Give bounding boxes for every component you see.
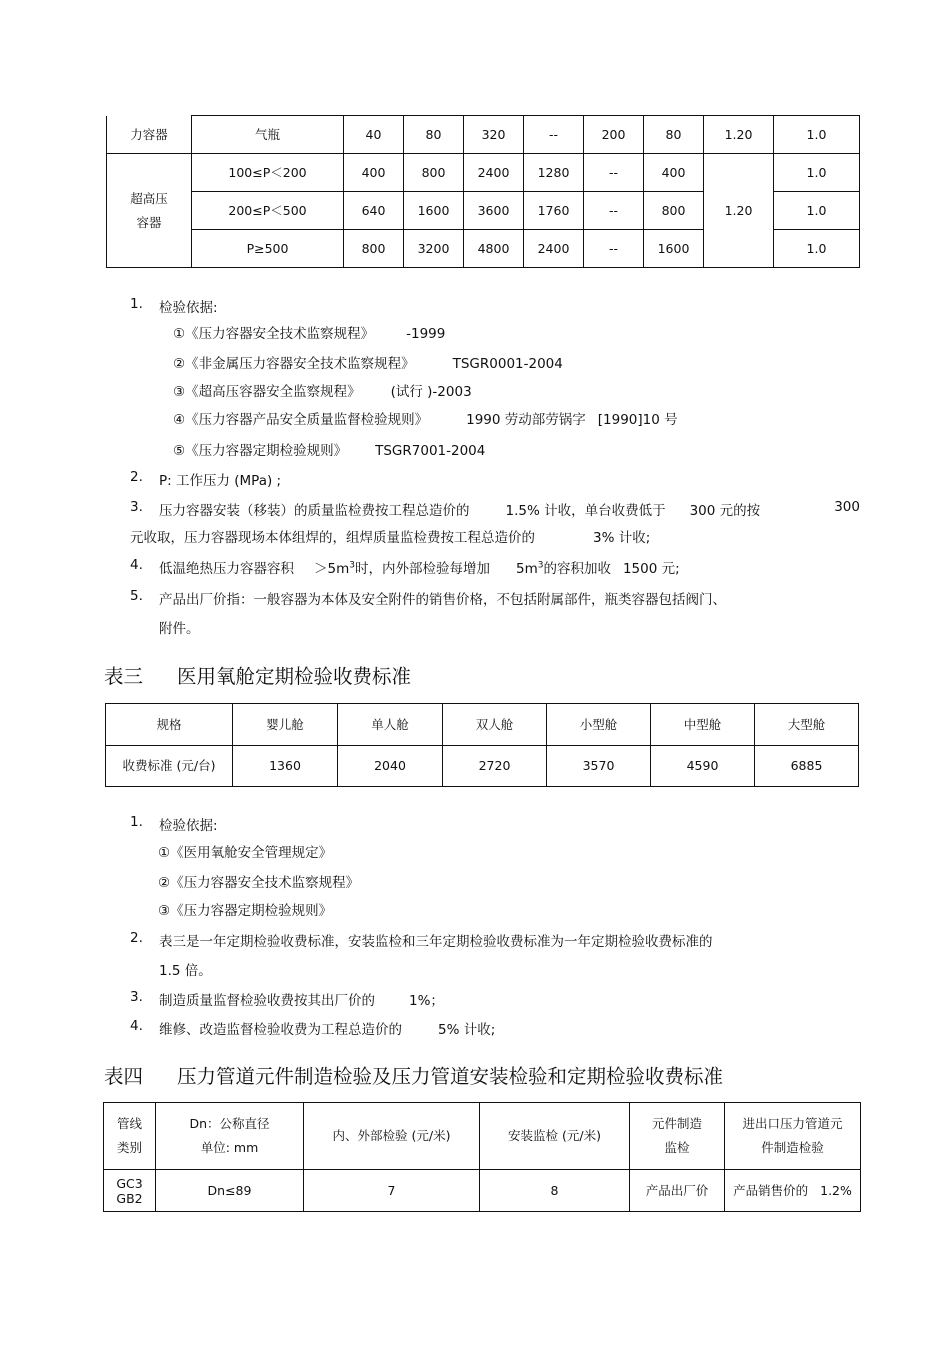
- list-text: ＞5m: [314, 561, 350, 577]
- value-cell: 1760: [524, 192, 584, 230]
- reference-year: -1999: [406, 326, 446, 342]
- value-cell: 80: [644, 116, 704, 154]
- header-cell: 单人舱: [338, 704, 443, 746]
- header-cell: 内、外部检验 (元/米): [304, 1103, 480, 1170]
- reference-code: TSGR7001-2004: [375, 443, 486, 459]
- list-text: 300 元的按: [689, 503, 761, 519]
- cell-text: GB2: [116, 1190, 143, 1206]
- heading-label: 表三: [104, 665, 144, 688]
- list-text: 1.5 倍。: [159, 963, 212, 979]
- value-cell: 800: [344, 230, 404, 268]
- spec-cell: 100≤P＜200: [192, 154, 344, 192]
- value-cell: [725, 1170, 861, 1212]
- value-cell: 1.20: [704, 116, 774, 154]
- list-number: 4.: [130, 557, 143, 573]
- list-number: 3.: [130, 499, 143, 515]
- value-cell: 2040: [338, 746, 443, 787]
- list-text: 5% 计收;: [438, 1022, 496, 1038]
- list-text: 表三是一年定期检验收费标准，安装监检和三年定期检验收费标准为一年定期检验收费标准的: [159, 934, 713, 950]
- spec-cell: 200≤P＜500: [192, 192, 344, 230]
- section-heading-table3: [104, 661, 411, 689]
- list-text: 3% 计收;: [593, 530, 651, 546]
- reference-item: ①《医用氧舱安全管理规定》: [158, 845, 333, 861]
- value-cell: 产品出厂价: [630, 1170, 725, 1212]
- header-text: 进出口压力管道元: [742, 1116, 843, 1131]
- list-text: 检验依据:: [159, 818, 218, 834]
- value-cell: 1.0: [774, 192, 860, 230]
- reference-item: ③《压力容器定期检验规则》: [158, 903, 333, 919]
- heading-label: 表四: [104, 1065, 144, 1088]
- reference-item: ②《压力容器安全技术监察规程》: [158, 875, 360, 891]
- header-cell: [630, 1103, 725, 1170]
- reference-code: 1990 劳动部劳锅字: [466, 412, 586, 428]
- header-cell: [156, 1103, 304, 1170]
- table-row: [104, 1170, 861, 1212]
- list-number: 1.: [130, 814, 143, 830]
- reference-item: ④《压力容器产品安全质量监督检验规则》: [173, 412, 429, 428]
- superscript: 3: [349, 560, 355, 571]
- category-cell: 超高压 容器: [107, 154, 192, 268]
- reference-item: ③《超高压容器安全监察规程》: [173, 384, 361, 400]
- table-row: [106, 746, 859, 787]
- list-text: 产品出厂价指：一般容器为本体及安全附件的销售价格，不包括附属部件，瓶类容器包括阀门、: [159, 592, 726, 608]
- value-cell: 2400: [524, 230, 584, 268]
- value-cell: 4590: [651, 746, 755, 787]
- value-cell: 800: [404, 154, 464, 192]
- pressure-vessel-fee-table: [106, 115, 860, 268]
- reference-item: ①《压力容器安全技术监察规程》: [173, 326, 375, 342]
- value-cell: --: [584, 230, 644, 268]
- table-header-row: [104, 1103, 861, 1170]
- header-cell: 中型舱: [651, 704, 755, 746]
- list-text: 1500 元;: [622, 561, 680, 577]
- heading-title: 压力管道元件制造检验及压力管道安装检验和定期检验收费标准: [177, 1065, 724, 1088]
- reference-code: [1990]10 号: [597, 412, 678, 428]
- header-cell: 婴儿舱: [233, 704, 338, 746]
- header-cell: [725, 1103, 861, 1170]
- header-cell: 大型舱: [755, 704, 859, 746]
- value-cell: 3570: [547, 746, 651, 787]
- list-text: 1%；: [409, 993, 444, 1009]
- list-number: 2.: [130, 930, 143, 946]
- reference-code: (试行 )-2003: [390, 384, 472, 400]
- value-cell: 1.0: [774, 230, 860, 268]
- value-cell: 1.0: [774, 116, 860, 154]
- superscript: 3: [537, 560, 544, 571]
- value-cell: 320: [464, 116, 524, 154]
- list-number: 3.: [130, 989, 143, 1005]
- value-cell: 640: [344, 192, 404, 230]
- value-cell: --: [584, 154, 644, 192]
- header-cell: 双人舱: [443, 704, 547, 746]
- header-cell: [104, 1103, 156, 1170]
- pressure-pipeline-fee-table: [103, 1102, 861, 1212]
- list-text: 低温绝热压力容器容积: [159, 561, 294, 577]
- value-cell: 80: [404, 116, 464, 154]
- value-cell: 1600: [644, 230, 704, 268]
- value-cell: 200: [584, 116, 644, 154]
- list-text: 压力容器安装（移装）的质量监检费按工程总造价的: [159, 503, 470, 519]
- reference-item: ②《非金属压力容器安全技术监察规程》: [173, 356, 415, 372]
- table-header-row: [106, 704, 859, 746]
- value-cell: 400: [344, 154, 404, 192]
- category-cell: 力容器: [107, 116, 192, 154]
- header-text: 监检: [664, 1140, 690, 1155]
- value-cell: 400: [644, 154, 704, 192]
- value-cell: 4800: [464, 230, 524, 268]
- header-text: 件制造检验: [761, 1140, 824, 1155]
- header-cell: 安装监检 (元/米): [480, 1103, 630, 1170]
- header-text: Dn：公称直径: [189, 1116, 270, 1131]
- spec-cell: 气瓶: [192, 116, 344, 154]
- list-text: 维修、改造监督检验收费为工程总造价的: [159, 1022, 402, 1038]
- list-text: P: 工作压力 (MPa) ;: [159, 473, 282, 489]
- notes-section-1: [130, 296, 870, 641]
- spec-cell: P≥500: [192, 230, 344, 268]
- value-cell: 3200: [404, 230, 464, 268]
- value-cell: 1600: [404, 192, 464, 230]
- list-number: 5.: [130, 588, 143, 604]
- value-cell: --: [584, 192, 644, 230]
- cell-text: 1.2%: [820, 1182, 852, 1198]
- list-number: 4.: [130, 1018, 143, 1034]
- list-text: 检验依据:: [159, 300, 218, 316]
- header-text: 单位: mm: [200, 1140, 259, 1155]
- header-cell: 规格: [106, 704, 233, 746]
- header-text: 管线: [116, 1116, 142, 1131]
- value-cell: 3600: [464, 192, 524, 230]
- list-number: 2.: [130, 469, 143, 485]
- heading-title: 医用氧舱定期检验收费标准: [177, 665, 412, 688]
- reference-code: TSGR0001-2004: [452, 356, 563, 372]
- value-cell: 40: [344, 116, 404, 154]
- header-text: 类别: [116, 1140, 142, 1155]
- list-text: 时，内外部检验每增加: [354, 561, 490, 577]
- value-cell: 收费标准 (元/台): [106, 746, 233, 787]
- value-cell: 1.0: [774, 154, 860, 192]
- value-cell: 1360: [233, 746, 338, 787]
- value-cell: 8: [480, 1170, 630, 1212]
- value-cell: 2720: [443, 746, 547, 787]
- header-cell: 小型舱: [547, 704, 651, 746]
- value-cell: 6885: [755, 746, 859, 787]
- value-cell: Dn≤89: [156, 1170, 304, 1212]
- oxygen-chamber-fee-table: [105, 703, 859, 787]
- list-text: 5m: [515, 561, 538, 577]
- value-cell: 1.20: [704, 154, 774, 268]
- value-cell: 7: [304, 1170, 480, 1212]
- list-text: 300: [834, 499, 860, 515]
- reference-item: ⑤《压力容器定期检验规则》: [173, 443, 348, 459]
- value-cell: 1280: [524, 154, 584, 192]
- value-cell: 2400: [464, 154, 524, 192]
- table-row: [107, 154, 860, 192]
- value-cell: 800: [644, 192, 704, 230]
- value-cell: --: [524, 116, 584, 154]
- section-heading-table4: [104, 1061, 723, 1089]
- list-text: 制造质量监督检验收费按其出厂价的: [159, 993, 375, 1009]
- table-row: [107, 116, 860, 154]
- value-cell: [104, 1170, 156, 1212]
- list-text: 1.5% 计收，单台收费低于: [505, 503, 666, 519]
- list-number: 1.: [130, 296, 143, 312]
- list-text: 附件。: [159, 621, 200, 637]
- cell-text: 产品销售价的: [733, 1182, 809, 1198]
- header-text: 元件制造: [651, 1116, 702, 1131]
- list-text: 元收取，压力容器现场本体组焊的，组焊质量监检费按工程总造价的: [130, 530, 535, 546]
- cell-text: GC3: [116, 1175, 143, 1191]
- list-text: 的容积加收: [543, 561, 611, 577]
- notes-section-2: [130, 814, 870, 1038]
